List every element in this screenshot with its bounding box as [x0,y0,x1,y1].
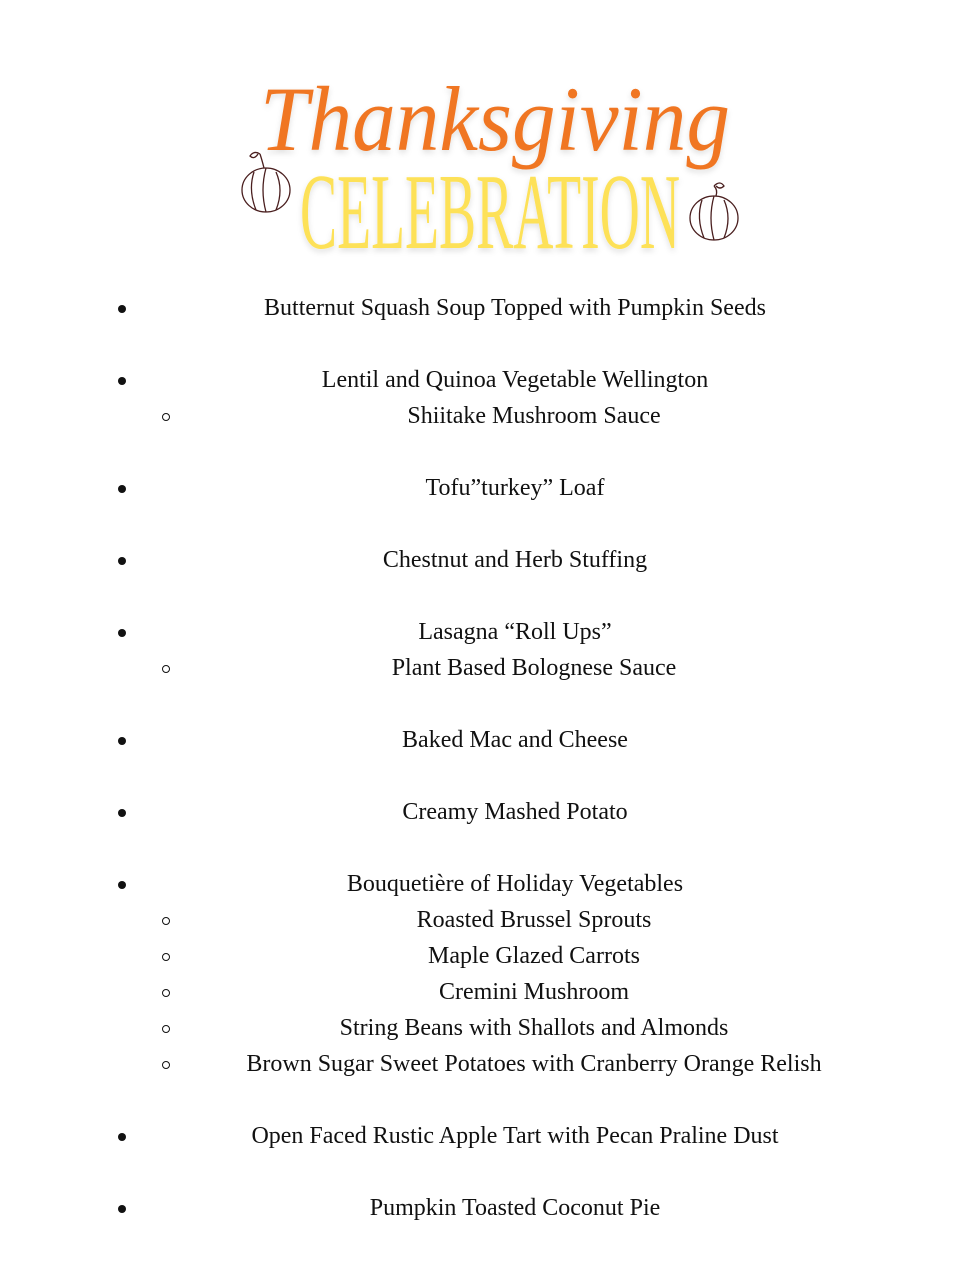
logo-celebration-text: CELEBRATION [300,153,680,272]
bullet-icon [118,1205,126,1213]
menu-course [0,1190,980,1226]
bullet-icon [118,881,126,889]
menu-subitem [0,902,980,938]
menu-list [0,290,980,1262]
menu-course [0,866,980,1082]
hollow-bullet-icon [162,413,170,421]
menu-course [0,794,980,830]
menu-item-text: Lentil and Quinoa Vegetable Wellington [321,367,709,393]
menu-item [0,470,980,506]
menu-item-text: Tofu”turkey” Loaf [425,475,605,501]
menu-subitem [0,398,980,434]
menu-course [0,542,980,578]
menu-subitem-text: Roasted Brussel Sprouts [416,907,652,933]
pumpkin-icon-right [690,183,738,240]
menu-course [0,614,980,686]
menu-item [0,1190,980,1226]
menu-item [0,722,980,758]
menu-item [0,614,980,650]
menu-subitem-text: Plant Based Bolognese Sauce [391,655,677,681]
bullet-icon [118,305,126,313]
menu-subitem-text: Maple Glazed Carrots [428,943,640,969]
menu-item-text: Lasagna “Roll Ups” [418,619,612,645]
menu-subitem [0,1046,980,1082]
menu-course [0,362,980,434]
hollow-bullet-icon [162,917,170,925]
menu-subitem [0,938,980,974]
menu-item-text: Chestnut and Herb Stuffing [382,547,648,573]
menu-subitem-text: String Beans with Shallots and Almonds [339,1015,729,1041]
menu-item-text: Bouquetière of Holiday Vegetables [346,871,684,897]
hollow-bullet-icon [162,953,170,961]
menu-item [0,1118,980,1154]
bullet-icon [118,737,126,745]
hollow-bullet-icon [162,665,170,673]
menu-course [0,722,980,758]
menu-item-text: Pumpkin Toasted Coconut Pie [369,1195,661,1221]
thanksgiving-celebration-logo [230,50,750,272]
hollow-bullet-icon [162,1025,170,1033]
menu-item-text: Creamy Mashed Potato [402,799,628,825]
bullet-icon [118,629,126,637]
logo-thanksgiving-text: Thanksgiving [260,68,730,170]
menu-item [0,794,980,830]
bullet-icon [118,1133,126,1141]
menu-item-text: Baked Mac and Cheese [402,727,628,753]
bullet-icon [118,485,126,493]
menu-course [0,470,980,506]
menu-subitem-text: Cremini Mushroom [439,979,629,1005]
menu-subitem [0,1010,980,1046]
bullet-icon [118,557,126,565]
menu-item [0,290,980,326]
menu-item-text: Open Faced Rustic Apple Tart with Pecan Praline Dust [251,1123,779,1149]
bullet-icon [118,809,126,817]
menu-item-text: Butternut Squash Soup Topped with Pumpkin Seeds [264,295,766,321]
menu-item [0,362,980,398]
bullet-icon [118,377,126,385]
menu-item [0,866,980,902]
menu-subitem-text: Shiitake Mushroom Sauce [407,403,661,429]
hollow-bullet-icon [162,989,170,997]
menu-course [0,290,980,326]
menu-item [0,542,980,578]
menu-subitem-text: Brown Sugar Sweet Potatoes with Cranberry Orange Relish [246,1051,822,1077]
menu-course [0,1118,980,1154]
hollow-bullet-icon [162,1061,170,1069]
menu-subitem [0,650,980,686]
menu-subitem [0,974,980,1010]
